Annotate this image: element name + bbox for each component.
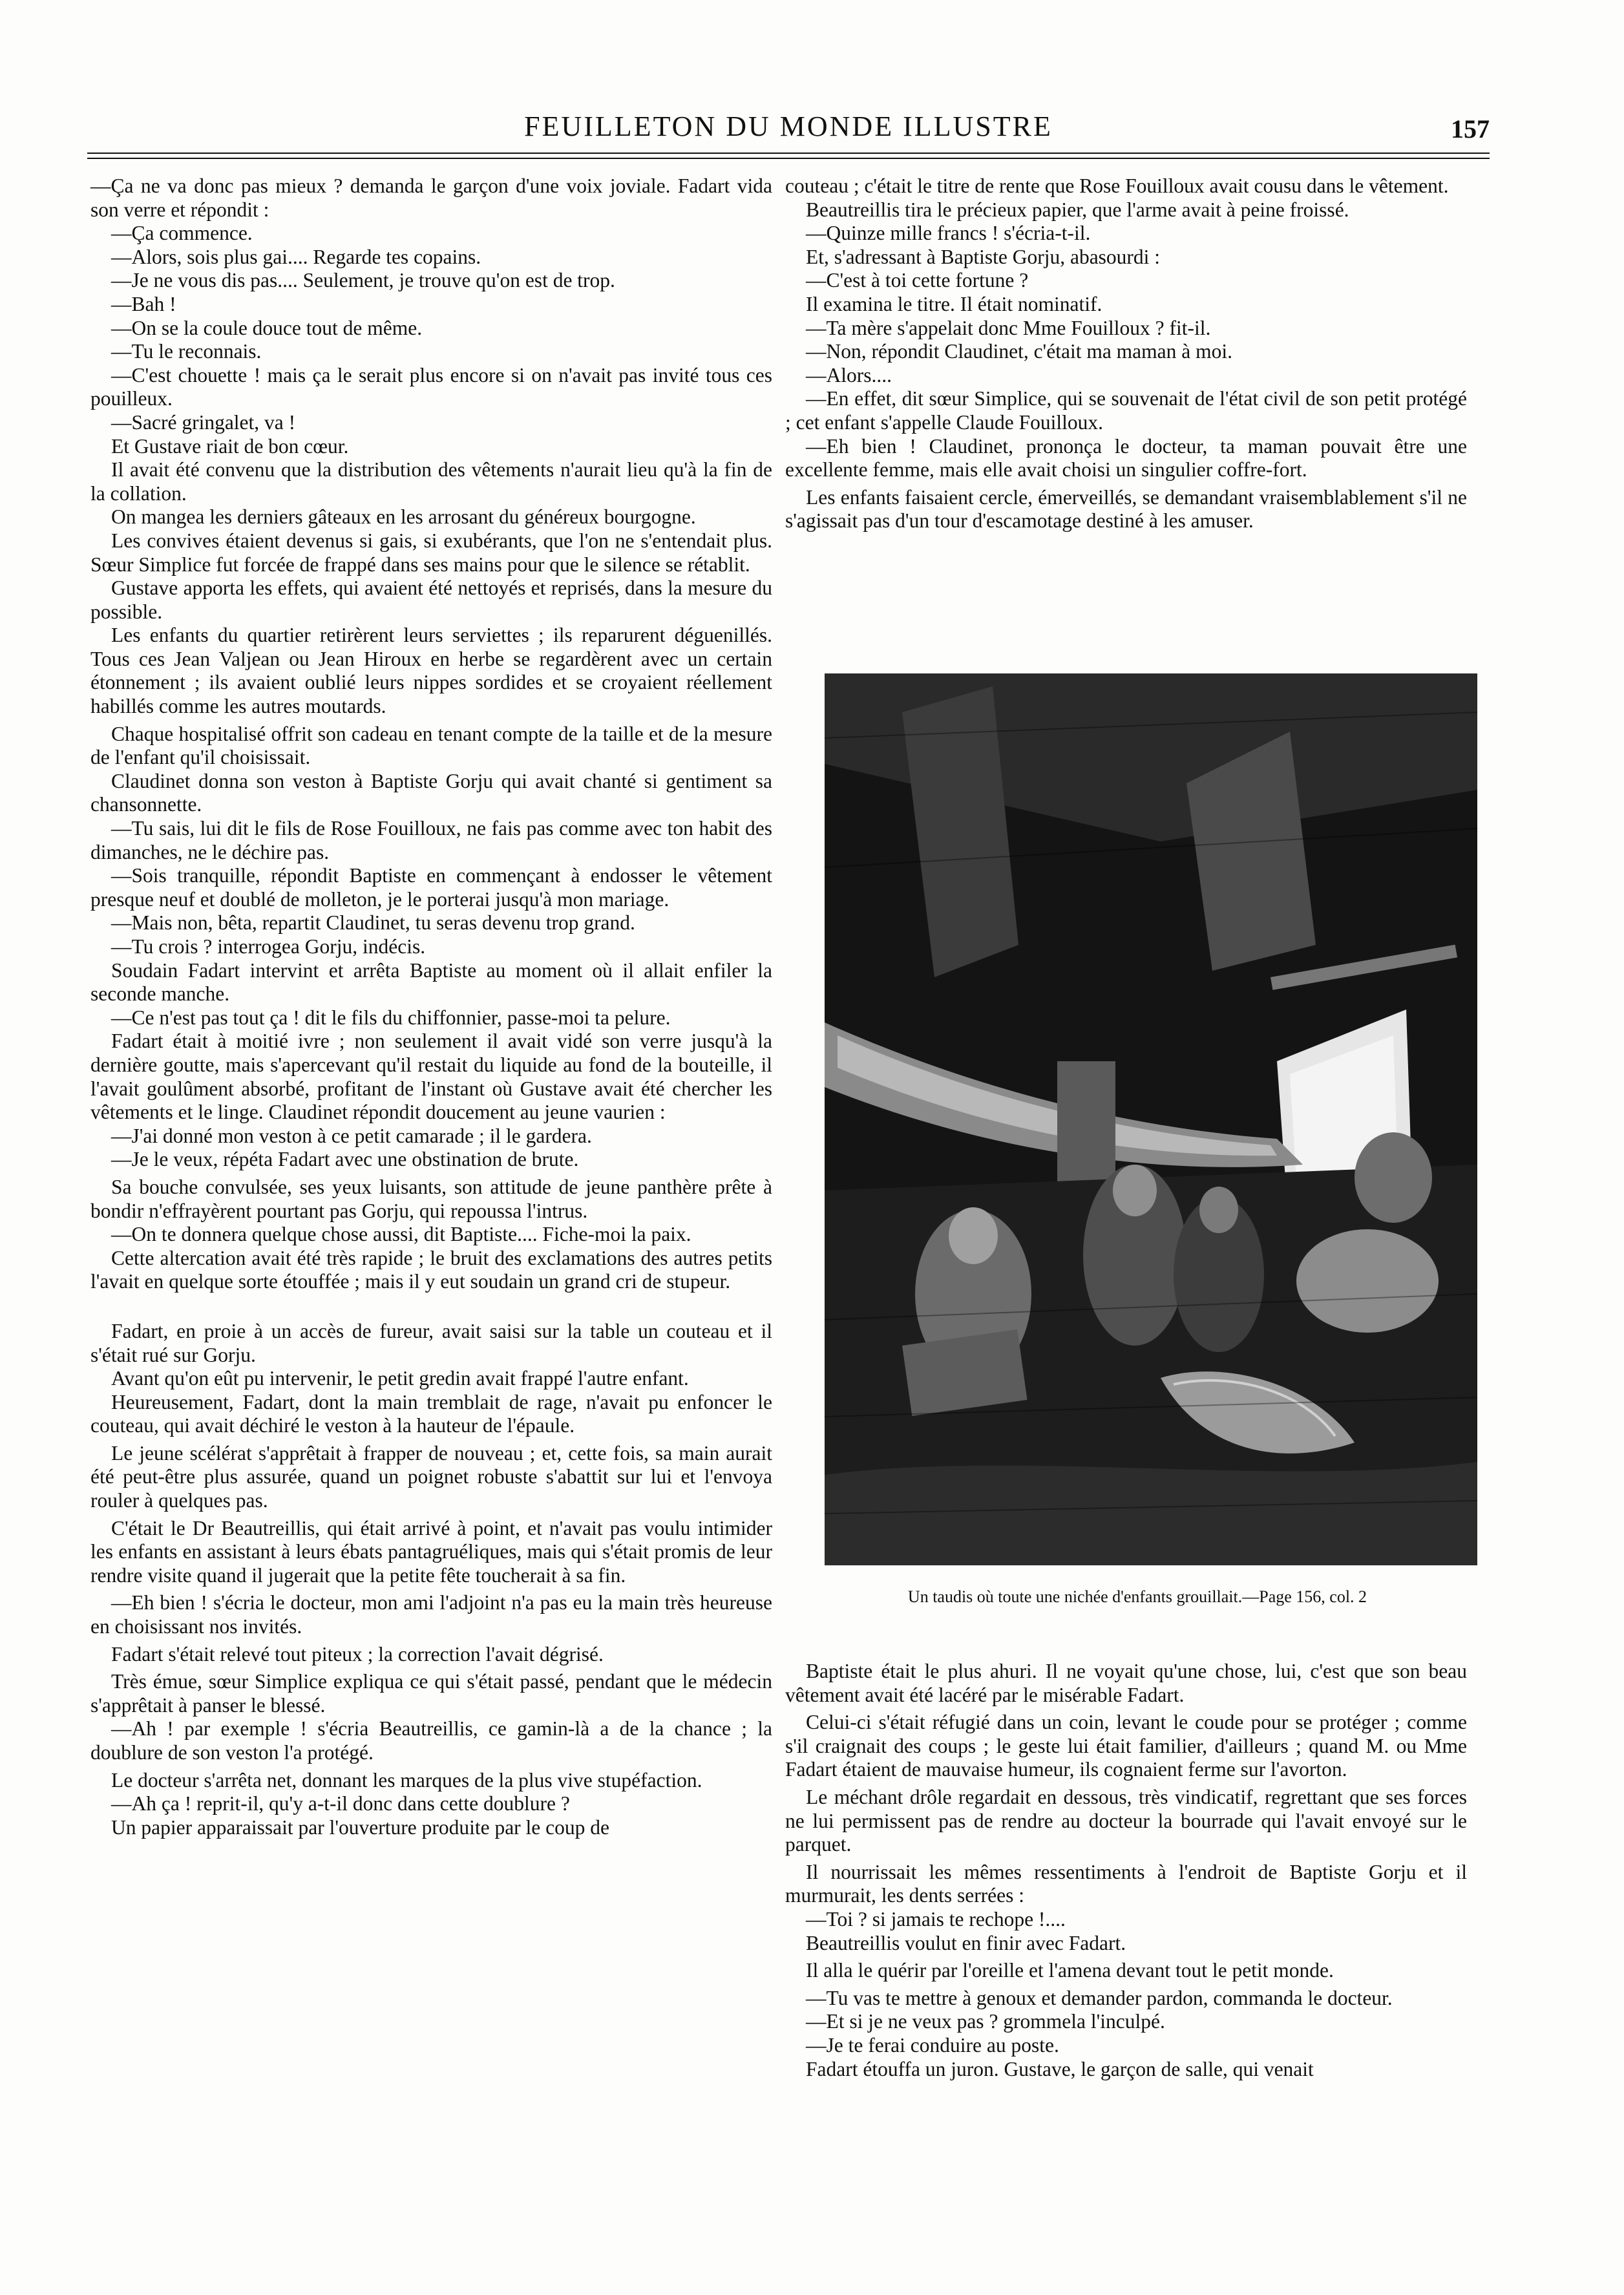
paragraph: —Non, répondit Claudinet, c'était ma maman à moi. — [806, 340, 1233, 363]
paragraph: —En effet, dit sœur Simplice, qui se souvenait de l'état civil de son petit protégé ; cet enfant s'appelle Claude Fouilloux. — [785, 387, 1467, 434]
paragraph: —C'est à toi cette fortune ? — [806, 269, 1029, 292]
paragraph: Fadart était à moitié ivre ; non seulement il avait vidé son verre jusqu'à la dernière goutte, mais s'apercevant qu'il restait du liquide au fond de la bouteille, il l'avait goulûment absorbé, profitant de l'instant où Gustave avait été chercher les vêtements et le linge. Claudinet répondit doucement au jeune vaurien : — [90, 1030, 772, 1124]
paragraph: —J'ai donné mon veston à ce petit camarade ; il le gardera. — [111, 1124, 592, 1147]
paragraph: —Toi ? si jamais te rechope !.... — [806, 1907, 1066, 1930]
paragraph: Et, s'adressant à Baptiste Gorju, abasourdi : — [806, 245, 1161, 268]
paragraph: —Et si je ne veux pas ? grommela l'inculpé. — [806, 2010, 1165, 2033]
right-column-bottom — [785, 1660, 1467, 2081]
right-column-top — [785, 175, 1467, 533]
paragraph: —Sacré gringalet, va ! — [111, 410, 296, 434]
paragraph: Beautreillis voulut en finir avec Fadart. — [806, 1931, 1126, 1954]
paragraph: Les convives étaient devenus si gais, si exubérants, que l'on ne s'entendait plus. Sœur Simplice fut forcée de frappé dans ses mains pour que le silence se rétablit. — [90, 529, 772, 576]
paragraph: On mangea les derniers gâteaux en les arrosant du généreux bourgogne. — [111, 505, 696, 529]
paragraph: —Alors.... — [806, 363, 892, 386]
paragraph: —On se la coule douce tout de même. — [111, 316, 423, 339]
paragraph: —Ça ne va donc pas mieux ? demanda le garçon d'une voix joviale. Fadart vida son verre et répondit : — [90, 175, 772, 221]
paragraph: Les enfants faisaient cercle, émerveillés, se demandant vraisemblablement s'il ne s'agissait pas d'un tour d'escamotage destiné à les amuser. — [785, 485, 1467, 533]
paragraph: —Je le veux, répéta Fadart avec une obstination de brute. — [111, 1148, 579, 1171]
paragraph: —Tu crois ? interrogea Gorju, indécis. — [111, 935, 426, 958]
paragraph: Les enfants du quartier retirèrent leurs serviettes ; ils reparurent déguenillés. Tous ces Jean Valjean ou Jean Hiroux en herbe se regardèrent avec un certain étonnement ; ils avaient oublié leurs nippes sordides et se croyaient réellement habillés comme les autres moutards. — [90, 624, 772, 718]
paragraph: Avant qu'on eût pu intervenir, le petit gredin avait frappé l'autre enfant. — [111, 1367, 689, 1390]
illustration-caption: Un taudis où toute une nichée d'enfants grouillait.—Page 156, col. 2 — [907, 1587, 1367, 1606]
paragraph: Et Gustave riait de bon cœur. — [111, 434, 349, 458]
engraving-illustration — [825, 673, 1477, 1565]
page-number: 157 — [1451, 114, 1490, 143]
paragraph: —Sois tranquille, répondit Baptiste en commençant à endosser le vêtement presque neuf et doublé de molleton, je le porterai jusqu'à mon mariage. — [90, 864, 772, 911]
paragraph: —Je ne vous dis pas.... Seulement, je trouve qu'on est de trop. — [111, 269, 615, 292]
paragraph: —Tu sais, lui dit le fils de Rose Fouilloux, ne fais pas comme avec ton habit des dimanches, ne le déchire pas. — [90, 817, 772, 863]
paragraph: Beautreillis tira le précieux papier, que l'arme avait à peine froissé. — [806, 198, 1349, 221]
paragraph: —Quinze mille francs ! s'écria-t-il. — [806, 222, 1091, 245]
page-header — [87, 103, 1490, 149]
paragraph: —Ça commence. — [111, 222, 253, 245]
paragraph: couteau ; c'était le titre de rente que Rose Fouilloux avait cousu dans le vêtement. — [785, 175, 1449, 197]
paragraph: Un papier apparaissait par l'ouverture produite par le coup de — [111, 1815, 609, 1839]
paragraph: Fadart, en proie à un accès de fureur, avait saisi sur la table un couteau et il s'était rué sur Gorju. — [90, 1319, 772, 1366]
paragraph: Celui-ci s'était réfugié dans un coin, levant le coude pour se protéger ; comme s'il craignait des coups ; le geste lui était familier, d'ailleurs ; quand M. ou Mme Fadart étaient de mauvaise humeur, ils cognaient ferme sur l'avorton. — [785, 1711, 1467, 1781]
paragraph: —Mais non, bêta, repartit Claudinet, tu seras devenu trop grand. — [111, 911, 635, 935]
paragraph: Cette altercation avait été très rapide ; le bruit des exclamations des autres petits l'avait en quelque sorte étouffée ; mais il y eut soudain un grand cri de stupeur. — [90, 1246, 772, 1293]
paragraph: —Eh bien ! Claudinet, prononça le docteur, ta maman pouvait être une excellente femme, mais elle avait choisi un singulier coffre-fort. — [785, 434, 1467, 481]
paragraph: Il avait été convenu que la distribution des vêtements n'aurait lieu qu'à la fin de la collation. — [90, 458, 772, 505]
paragraph: —C'est chouette ! mais ça le serait plus encore si on n'avait pas invité tous ces pouilleux. — [90, 363, 772, 410]
paragraph: Fadart étouffa un juron. Gustave, le garçon de salle, qui venait — [806, 2057, 1314, 2080]
running-title: FEUILLETON DU MONDE ILLUSTRE — [524, 111, 1053, 142]
paragraph: Sa bouche convulsée, ses yeux luisants, son attitude de jeune panthère prête à bondir n'effrayèrent pourtant pas Gorju, qui repoussa l'intrus. — [90, 1175, 772, 1222]
header-rule-bottom — [87, 158, 1490, 159]
paragraph: Soudain Fadart intervint et arrêta Baptiste au moment où il allait enfiler la seconde manche. — [90, 958, 772, 1006]
paragraph: —Ce n'est pas tout ça ! dit le fils du chiffonnier, passe-moi ta pelure. — [111, 1006, 671, 1029]
left-column — [90, 175, 772, 1839]
paragraph: Il nourrissait les mêmes ressentiments à l'endroit de Baptiste Gorju et il murmurait, les dents serrées : — [785, 1860, 1467, 1907]
paragraph: —Ta mère s'appelait donc Mme Fouilloux ? fit-il. — [806, 316, 1211, 339]
paragraph: Chaque hospitalisé offrit son cadeau en tenant compte de la taille et de la mesure de l'enfant qu'il choisissait. — [90, 722, 772, 769]
paragraph: C'était le Dr Beautreillis, qui était arrivé à point, et n'avait pas voulu intimider les enfants en assistant à leurs ébats pantagruéliques, mais qui s'était promis de leur rendre visite quand il jugerait que la petite fête toucherait à sa fin. — [90, 1516, 772, 1587]
paragraph: Claudinet donna son veston à Baptiste Gorju qui avait chanté si gentiment sa chansonnette. — [90, 769, 772, 816]
paragraph: —On te donnera quelque chose aussi, dit Baptiste.... Fiche-moi la paix. — [111, 1223, 691, 1246]
paragraph: Le docteur s'arrêta net, donnant les marques de la plus vive stupéfaction. — [111, 1768, 702, 1792]
paragraph: —Ah ! par exemple ! s'écria Beautreillis, ce gamin-là a de la chance ; la doublure de son veston l'a protégé. — [90, 1717, 772, 1764]
paragraph: Le jeune scélérat s'apprêtait à frapper de nouveau ; et, cette fois, sa main aurait été peut-être plus assurée, quand un poignet robuste s'abattit sur lui et l'envoya rouler à quelques pas. — [90, 1441, 772, 1512]
paragraph: Le méchant drôle regardait en dessous, très vindicatif, regrettant que ses forces ne lui permissent pas de rendre au docteur la bourrade qui l'avait envoyé sur le parquet. — [785, 1785, 1467, 1856]
paragraph: —Tu le reconnais. — [111, 340, 262, 363]
paragraph: Heureusement, Fadart, dont la main tremblait de rage, n'avait pu enfoncer le couteau, qui avait déchiré le veston à la hauteur de l'épaule. — [90, 1390, 772, 1437]
paragraph: Gustave apporta les effets, qui avaient été nettoyés et reprisés, dans la mesure du possible. — [90, 576, 772, 623]
paragraph: Fadart s'était relevé tout piteux ; la correction l'avait dégrisé. — [111, 1642, 604, 1666]
paragraph: —Je te ferai conduire au poste. — [806, 2033, 1059, 2057]
paragraph: —Bah ! — [111, 292, 176, 315]
paragraph: —Eh bien ! s'écria le docteur, mon ami l'adjoint n'a pas eu la main très heureuse en choisissant nos invités. — [90, 1591, 772, 1638]
paragraph: Baptiste était le plus ahuri. Il ne voyait qu'une chose, lui, c'est que son beau vêtement avait été lacéré par le misérable Fadart. — [785, 1660, 1467, 1706]
paragraph: —Ah ça ! reprit-il, qu'y a-t-il donc dans cette doublure ? — [111, 1792, 570, 1815]
header-rule-top — [87, 153, 1490, 154]
paragraph: —Tu vas te mettre à genoux et demander pardon, commanda le docteur. — [806, 1986, 1393, 2009]
paragraph: —Alors, sois plus gai.... Regarde tes copains. — [111, 245, 481, 268]
paragraph: Il alla le quérir par l'oreille et l'amena devant tout le petit monde. — [806, 1959, 1334, 1982]
paragraph: Très émue, sœur Simplice expliqua ce qui s'était passé, pendant que le médecin s'apprêtait à panser le blessé. — [90, 1670, 772, 1717]
paragraph: Il examina le titre. Il était nominatif. — [806, 292, 1102, 315]
